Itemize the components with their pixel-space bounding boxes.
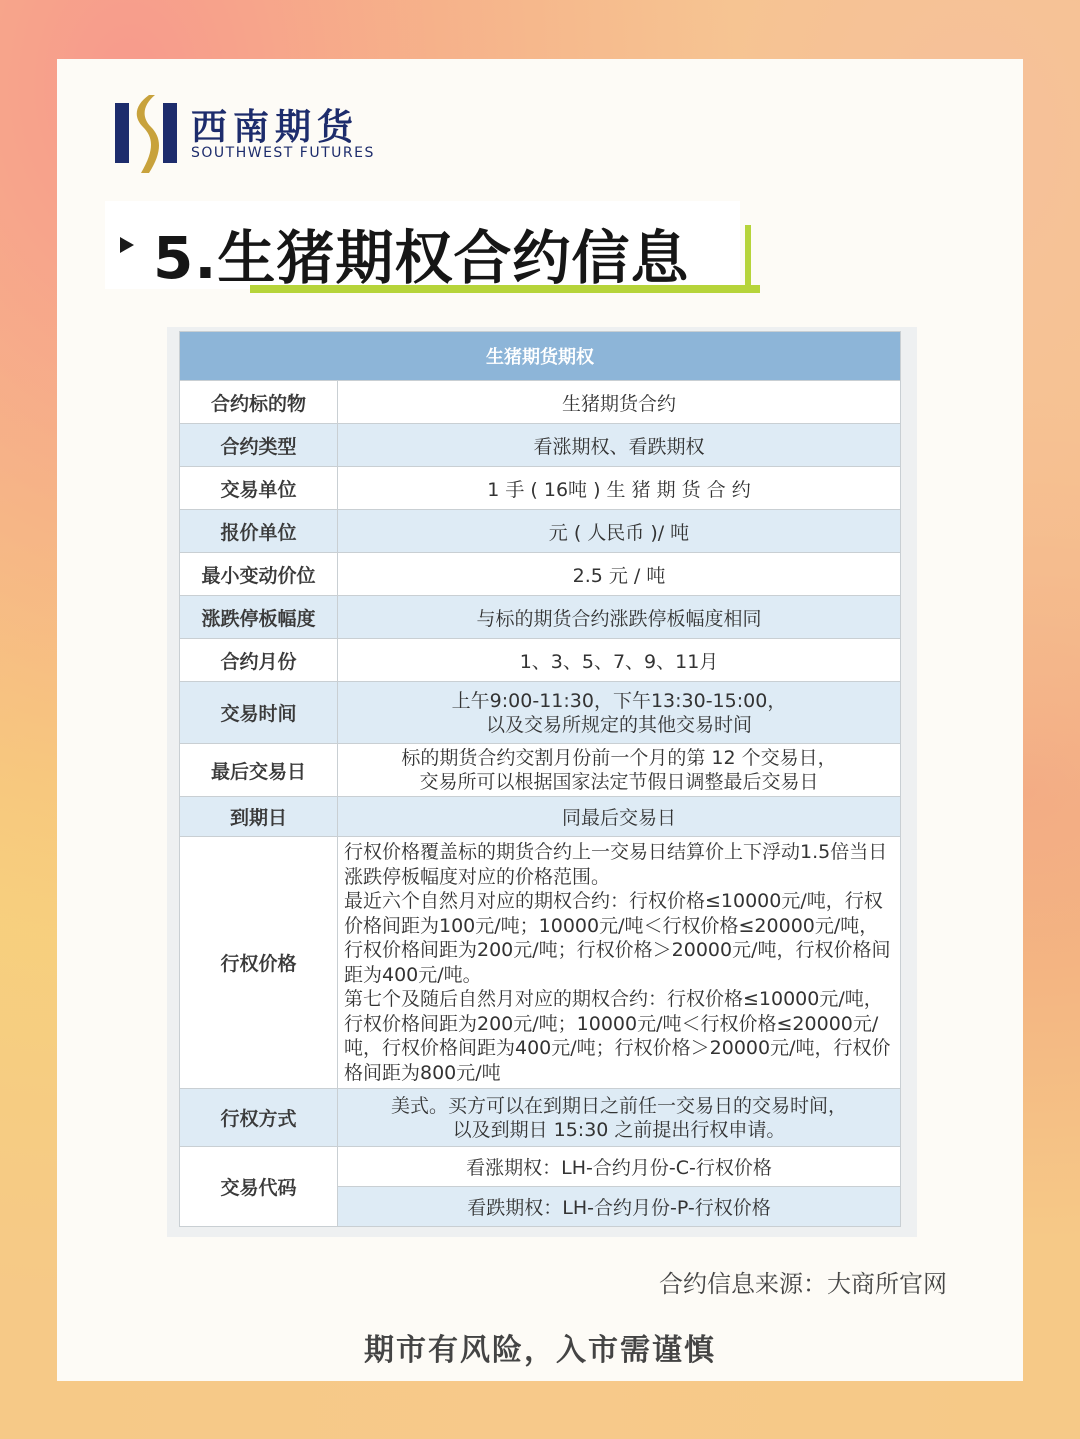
table-row [180, 510, 901, 553]
row-label: 涨跌停板幅度 [180, 596, 338, 639]
row-label: 行权方式 [180, 1089, 338, 1147]
table-row [180, 381, 901, 424]
section-title [105, 201, 760, 291]
company-logo [115, 95, 375, 175]
table-row [180, 837, 901, 1089]
value-line: 以及到期日 15:30 之前提出行权申请。 [452, 1118, 786, 1141]
call-code: 看涨期权：LH-合约月份-C-行权价格 [338, 1147, 901, 1187]
table-row [180, 797, 901, 837]
value-line: 交易所可以根据国家法定节假日调整最后交易日 [419, 771, 819, 793]
row-label: 最小变动价位 [180, 553, 338, 596]
table-row [180, 596, 901, 639]
row-value [338, 837, 901, 1089]
table-row [180, 639, 901, 682]
row-value [338, 682, 901, 744]
row-label: 交易单位 [180, 467, 338, 510]
row-value [338, 1089, 901, 1147]
risk-warning: 期市有风险，入市需谨慎 [364, 1333, 716, 1368]
row-value: 1、3、5、7、9、11月 [338, 639, 901, 682]
table-header: 生猪期货期权 [180, 332, 901, 381]
table-row [180, 682, 901, 744]
put-code: 看跌期权：LH-合约月份-P-行权价格 [338, 1187, 901, 1227]
row-label: 合约类型 [180, 424, 338, 467]
title-accent-bar [745, 225, 751, 293]
row-label: 到期日 [180, 797, 338, 837]
strike-paragraph: 最近六个自然月对应的期权合约：行权价格≤10000元/吨，行权价格间距为100元/吨；10000元/吨＜行权价格≤20000元/吨，行权价格间距为200元/吨；行权价格＞20000元/吨，行权价格间距为400元/吨。 [344, 890, 891, 986]
contract-spec-table [179, 331, 901, 1227]
source-note: 合约信息来源：大商所官网 [659, 1270, 947, 1298]
row-label: 报价单位 [180, 510, 338, 553]
row-label: 交易代码 [180, 1147, 338, 1227]
strike-paragraph: 行权价格覆盖标的期货合约上一交易日结算价上下浮动1.5倍当日涨跌停板幅度对应的价格范围。 [344, 841, 888, 888]
row-label: 合约标的物 [180, 381, 338, 424]
row-label: 交易时间 [180, 682, 338, 744]
table-row [180, 424, 901, 467]
row-value: 生猪期货合约 [338, 381, 901, 424]
value-line: 以及交易所规定的其他交易时间 [485, 713, 752, 736]
page-title: 5.生猪期权合约信息 [153, 224, 690, 292]
content-card [57, 59, 1023, 1381]
table-row [180, 467, 901, 510]
row-value: 1 手 ( 16吨 ) 生 猪 期 货 合 约 [338, 467, 901, 510]
row-value: 看涨期权、看跌期权 [338, 424, 901, 467]
value-line: 美式。买方可以在到期日之前任一交易日的交易时间， [390, 1094, 847, 1117]
strike-paragraph: 第七个及随后自然月对应的期权合约：行权价格≤10000元/吨，行权价格间距为200元/吨；10000元/吨＜行权价格≤20000元/吨，行权价格间距为400元/吨；行权价格＞20000元/吨，行权价格间距为800元/吨 [344, 988, 891, 1084]
logo-mark-icon [115, 95, 179, 173]
value-line: 标的期货合约交割月份前一个月的第 12 个交易日， [401, 747, 837, 769]
row-value: 与标的期货合约涨跌停板幅度相同 [338, 596, 901, 639]
logo-name-en: SOUTHWEST FUTURES [191, 145, 375, 161]
value-line: 上午9:00-11:30，下午13:30-15:00， [451, 689, 787, 712]
row-label: 合约月份 [180, 639, 338, 682]
table-row [180, 744, 901, 797]
table-row [180, 553, 901, 596]
triangle-bullet-icon [120, 237, 134, 253]
row-value: 同最后交易日 [338, 797, 901, 837]
row-value [338, 744, 901, 797]
row-value: 2.5 元 / 吨 [338, 553, 901, 596]
table-row [180, 1147, 901, 1187]
logo-name-cn: 西南期货 [191, 107, 360, 148]
row-label: 最后交易日 [180, 744, 338, 797]
row-label: 行权价格 [180, 837, 338, 1089]
row-value: 元 ( 人民币 )/ 吨 [338, 510, 901, 553]
table-row [180, 1089, 901, 1147]
